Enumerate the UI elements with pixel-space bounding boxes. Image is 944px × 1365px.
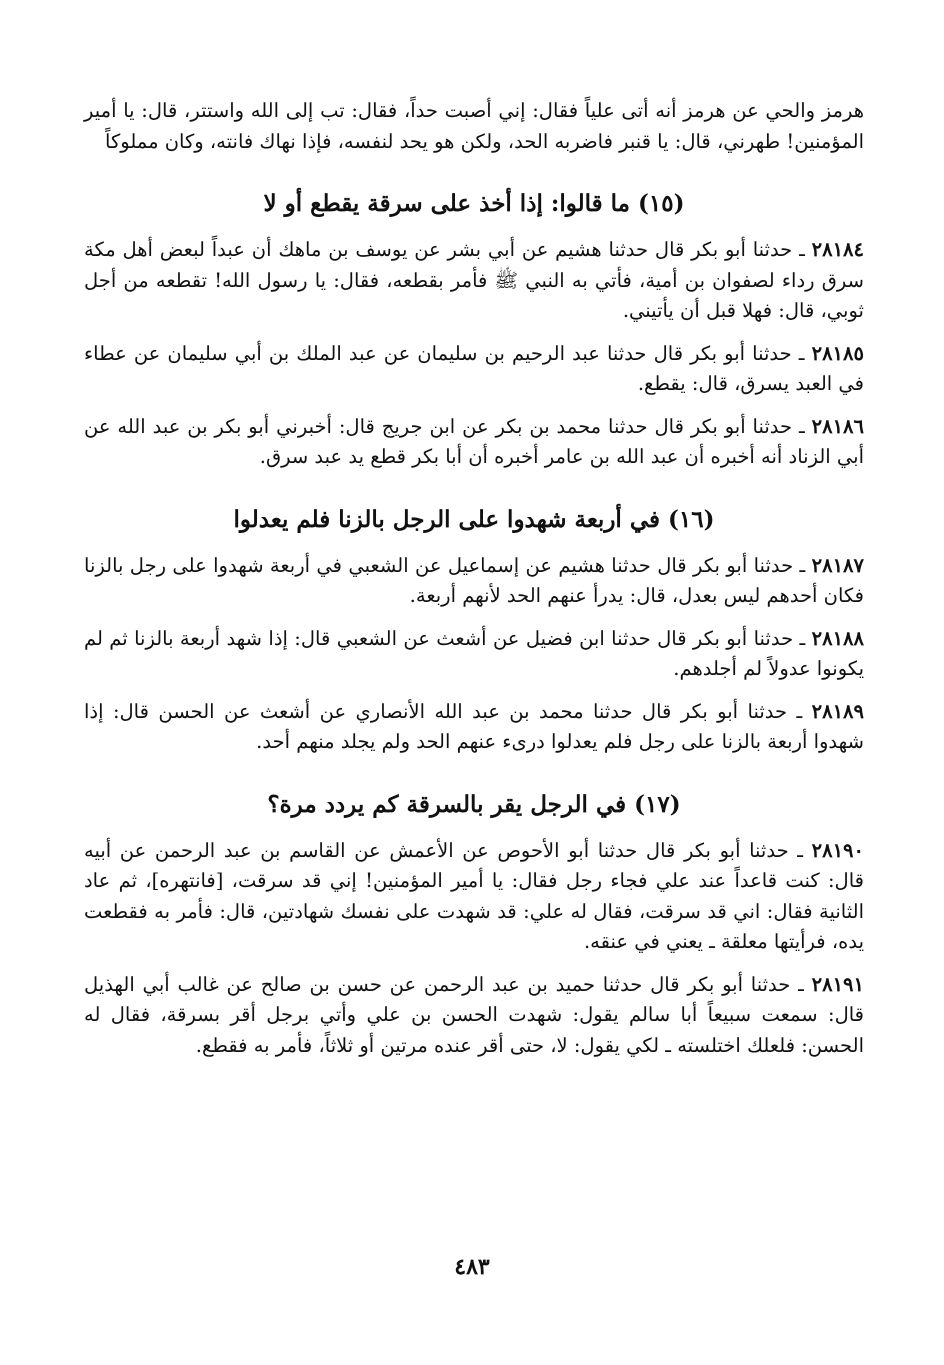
hadith-28188 [84, 624, 864, 685]
hadith-28186 [84, 412, 864, 473]
hadith-28189 [84, 697, 864, 758]
hadith-number: ٢٨١٨٩ [811, 699, 865, 723]
hadith-text: ـ حدثنا أبو بكر قال حدثنا حميد بن عبد الرحمن عن حسن بن صالح عن غالب أبي الهذيل قال: سمعت سبيعاً أبا سالم يقول: شهدت الحسن بن علي وأتي برجل أقر بسرقة، فقال له الحسن: فلعلك اختلسته ـ لكي يقول: لا، حتى أقر عنده مرتين أو ثلاثاً، فأمر به فقطع. [84, 972, 864, 1057]
hadith-28185 [84, 339, 864, 400]
hadith-number: ٢٨١٨٤ [811, 238, 864, 261]
hadith-text: ـ حدثنا أبو بكر قال حدثنا أبو الأحوص عن الأعمش عن القاسم بن عبد الرحمن عن أبيه قال: كنت قاعداً عند علي فجاء رجل فقال: يا أمير المؤمنين! إني قد سرقت، [فانتهره]، ثم عاد الثانية فقال: اني قد سرقت، فقال له علي: قد شهدت على نفسك شهادتين، قال: فأمر به فقطعت يده، فرأيتها معلقة ـ يعني في عنقه. [84, 838, 864, 953]
hadith-28184 [84, 235, 864, 327]
section-heading-16: (١٦) في أربعة شهدوا على الرجل بالزنا فلم يعدلوا [233, 505, 715, 533]
hadith-28191 [84, 970, 864, 1062]
hadith-number: ٢٨١٨٨ [811, 626, 864, 650]
page-number: ٤٨٣ [454, 1254, 490, 1280]
hadith-text: ـ حدثنا أبو بكر قال حدثنا محمد بن بكر عن ابن جريج قال: أخبرني أبو بكر بن عبد الله عن أبي الزناد أنه أخبره أن عبد الله بن عامر أخبره أن أبا بكر قطع يد عبد سرق. [84, 414, 864, 468]
hadith-text: ـ حدثنا أبو بكر قال حدثنا هشيم عن أبي بشر عن يوسف بن ماهك أن عبداً لبعض أهل مكة سرق رداء لصفوان بن أمية، فأتي به النبي ﷺ فأمر بقطعه، فقال: يا رسول الله! تقطعه من أجل ثوبي، قال: فهلا قبل أن يأتيني. [84, 238, 864, 322]
hadith-number: ٢٨١٨٦ [811, 414, 864, 438]
hadith-text: ـ حدثنا أبو بكر قال حدثنا ابن فضيل عن أشعث عن الشعبي قال: إذا شهد أربعة بالزنا ثم لم يكونوا عدولاً لم أجلدهم. [84, 626, 864, 680]
hadith-number: ٢٨١٨٥ [811, 341, 864, 365]
intro-paragraph: هرمز والحي عن هرمز أنه أتى علياً فقال: إني أصبت حداً، فقال: تب إلى الله واستتر، قال: يا أمير المؤمنين! طهرني، قال: يا قنبر فاضربه الحد، ولكن هو يحد لنفسه، فإذا نهاك فانته، وكان مملوكاً [84, 99, 864, 153]
section-heading-17: (١٧) في الرجل يقر بالسرقة كم يردد مرة؟ [267, 790, 681, 818]
page-body [84, 96, 864, 1073]
hadith-number: ٢٨١٨٧ [811, 553, 864, 577]
hadith-text: ـ حدثنا أبو بكر قال حدثنا عبد الرحيم بن سليمان عن عبد الملك بن أبي سليمان عن عطاء في العبد يسرق، قال: يقطع. [84, 341, 864, 395]
hadith-number: ٢٨١٩١ [811, 972, 865, 996]
section-heading-15: (١٥) ما قالوا: إذا أخذ على سرقة يقطع أو لا [263, 190, 685, 217]
hadith-number: ٢٨١٩٠ [811, 838, 864, 862]
hadith-28190 [84, 836, 864, 958]
hadith-28187 [84, 551, 864, 612]
hadith-text: ـ حدثنا أبو بكر قال حدثنا محمد بن عبد الله الأنصاري عن أشعث عن الحسن قال: إذا شهدوا أربعة بالزنا على رجل فلم يعدلوا درىء عنهم الحد ولم يجلد منهم أحد. [84, 699, 864, 753]
hadith-text: ـ حدثنا أبو بكر قال حدثنا هشيم عن إسماعيل عن الشعبي في أربعة شهدوا على رجل بالزنا فكان أحدهم ليس بعدل، قال: يدرأ عنهم الحد لأنهم أربعة. [84, 553, 864, 607]
